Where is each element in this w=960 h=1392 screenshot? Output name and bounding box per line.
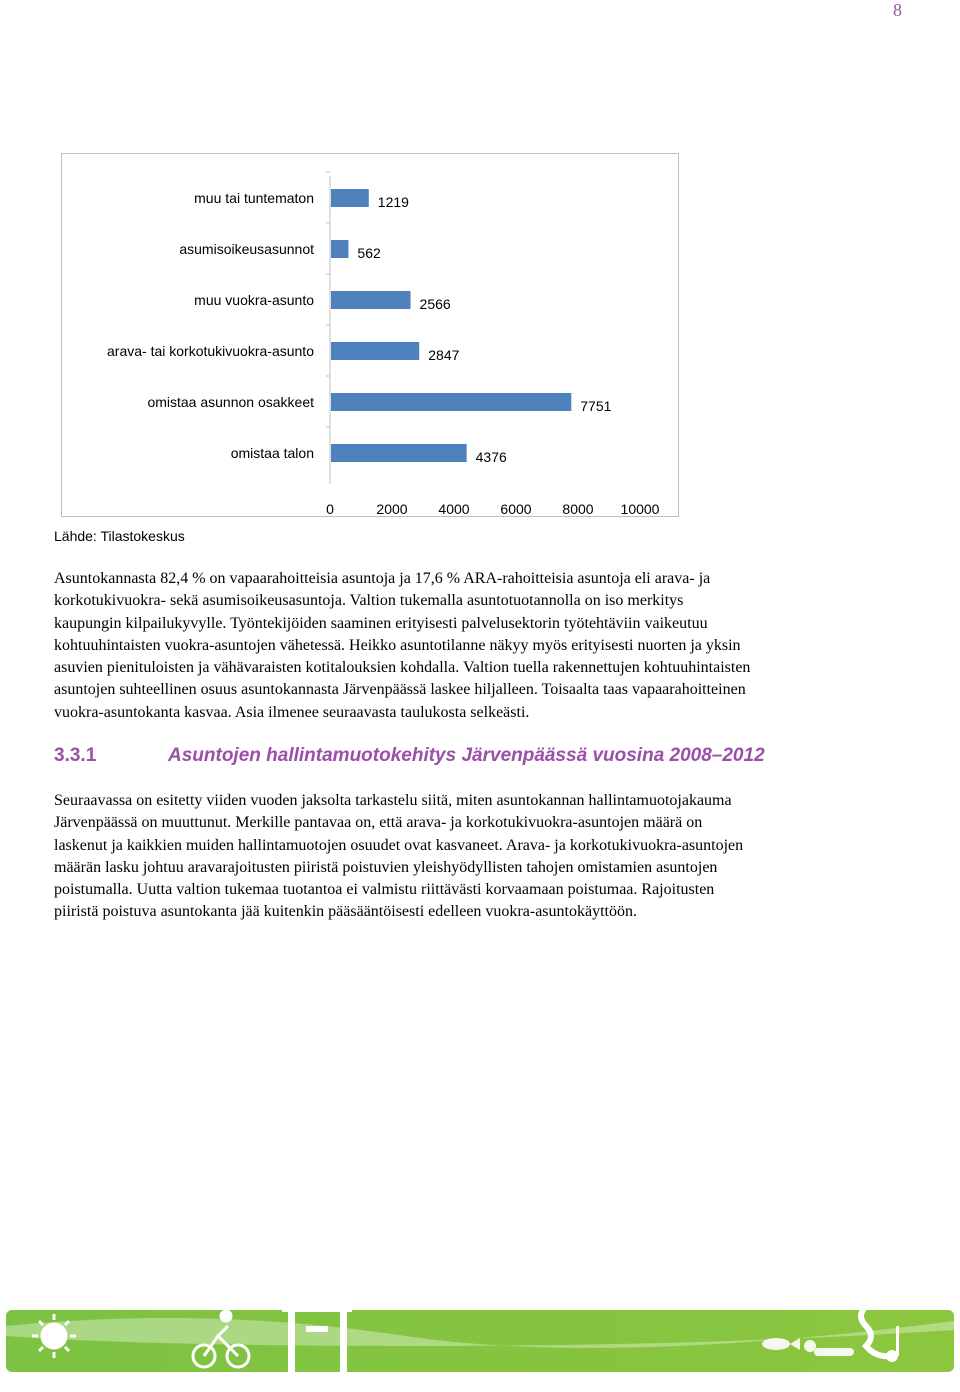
bar xyxy=(331,393,571,411)
data-label: 7751 xyxy=(580,398,612,414)
bar xyxy=(331,342,419,360)
bar xyxy=(331,291,411,309)
data-label: 1219 xyxy=(377,194,409,210)
paragraph-line: Asuntokannasta 82,4 % on vapaarahoitteisia asuntoja ja 17,6 % ARA-rahoitteisia asuntoja eli arava- ja xyxy=(54,570,711,587)
page-number: 8 xyxy=(893,0,902,20)
category-label: arava- tai korkotukivuokra-asunto xyxy=(107,343,314,359)
paragraph-line: määrän lasku johtuu aravarajoitusten piiristä poistuvien yleishyödyllisten tahojen omistamien asuntojen xyxy=(54,858,718,876)
x-tick-label: 0 xyxy=(326,501,334,517)
category-label: asumisoikeusasunnot xyxy=(179,241,314,257)
bar xyxy=(331,240,348,258)
paragraph-line: poistumalla. Uutta valtion tukemaa tuotantoa ei valmistu riittävästi korvaamaan poistumaa. Rajoitusten xyxy=(54,881,715,899)
chart-svg xyxy=(62,154,680,518)
bar-chart xyxy=(61,153,679,517)
paragraph-intro xyxy=(54,568,904,724)
section-heading xyxy=(54,745,904,767)
x-tick-label: 10000 xyxy=(620,501,660,517)
data-label: 562 xyxy=(357,245,381,261)
category-label: omistaa asunnon osakkeet xyxy=(147,394,314,410)
bar xyxy=(331,444,467,462)
paragraph-line: piiristä poistuva asuntokanta jää kuitenkin pääsääntöisesti edelleen vuokra-asuntokäyttöön. xyxy=(54,903,637,921)
x-tick-label: 8000 xyxy=(562,501,594,517)
source-caption: Lähde: Tilastokeskus xyxy=(54,528,185,544)
x-tick-label: 6000 xyxy=(500,501,532,517)
paragraph-line: kohtuuhintaisten vuokra-asuntojen vähetessä. Heikko asuntotilanne näkyy myös erityisesti nuorten ja yksin xyxy=(54,636,741,654)
paragraph-line: korkotukivuokra- sekä asumisoikeusasuntoja. Valtion tukemalla asuntotuotannolla on iso merkitys xyxy=(54,592,684,610)
section-title: Asuntojen hallintamuotokehitys Järvenpäässä vuosina 2008–2012 xyxy=(168,745,765,766)
data-label: 2847 xyxy=(428,347,460,363)
paragraph-line: vuokra-asuntokanta kasvaa. Asia ilmenee seuraavasta taulukosta selkeästi. xyxy=(54,703,530,721)
paragraph-line: kaupungin kilpailukyvylle. Työntekijöiden saaminen erityisesti palvelusektorin työtehtäviin vaikeutuu xyxy=(54,614,708,632)
paragraph-body xyxy=(54,790,904,924)
category-label: muu vuokra-asunto xyxy=(194,292,314,308)
x-tick-label: 4000 xyxy=(438,501,470,517)
data-label: 2566 xyxy=(419,296,451,312)
paragraph-line: asuvien pienituloisten ja vähävaraisten kotitalouksien kohdalla. Valtion tuella rakennettujen kohtuuhintaisten xyxy=(54,659,751,677)
paragraph-line: laskenut ja kaikkien muiden hallintamuotojen osuudet ovat kasvaneet. Arava- ja korkotukivuokra-asuntojen xyxy=(54,836,744,854)
paragraph-line: asuntojen suhteellinen osuus asuntokannasta Järvenpäässä laskee hiljalleen. Toisaalta taas vapaarahoitteinen xyxy=(54,681,746,699)
paragraph-line: Seuraavassa on esitetty viiden vuoden jaksolta tarkastelu siitä, miten asuntokannan hallintamuotojakauma xyxy=(54,792,732,809)
x-tick-label: 2000 xyxy=(376,501,408,517)
bar xyxy=(331,189,369,207)
data-label: 4376 xyxy=(475,449,507,465)
paragraph-line: Järvenpäässä on muuttunut. Merkille pantavaa on, että arava- ja korkotukivuokra-asuntojen määrä on xyxy=(54,814,703,832)
section-number: 3.3.1 xyxy=(54,745,97,766)
footer-decoration-band xyxy=(6,1296,954,1378)
category-label: muu tai tuntematon xyxy=(194,190,314,206)
category-label: omistaa talon xyxy=(230,445,314,461)
